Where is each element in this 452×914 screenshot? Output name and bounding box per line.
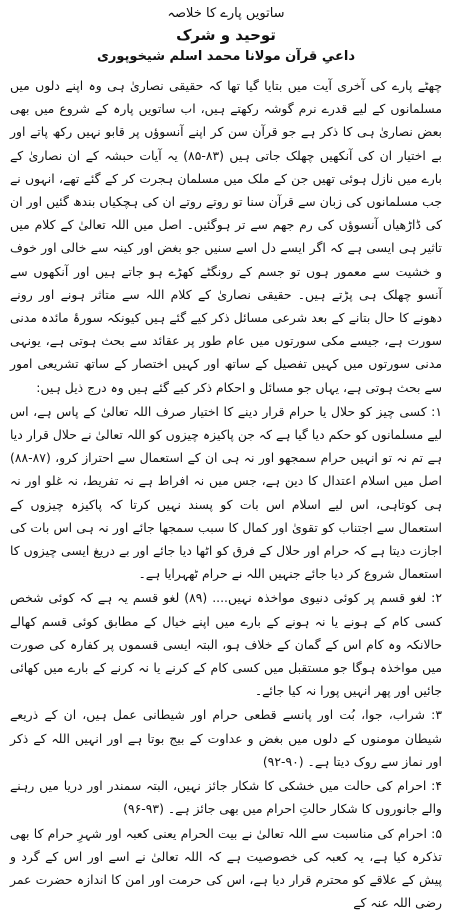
rule-2-paragraph: ۲: لغو قسم پر کوئی دنیوی مواخذہ نہیں.... (۸۹) لغو قسم یہ ہے کہ کوئی شخص کسی کام کے ہونے یا نہ ہونے کے بارے میں اپنے خیال کے مطابق کوئی قسم کھالے حالانکہ وہ کام اس کے گمان کے خلاف ہو، البتہ ایسی قسموں پر کفارہ کی صورت میں مواخذہ ہوگا جو مستقبل میں کسی کام کے کرنے یا نہ کرنے کے بارے میں کھائی جائیں اور پھر انہیں پورا نہ کیا جائے۔ [10, 586, 442, 702]
rule-5-paragraph: ۵: احرام کی مناسبت سے اللہ تعالیٰ نے بیت الحرام یعنی کعبہ اور شہرِ حرام کا بھی تذکرہ کیا ہے، یہ کعبہ کی خصوصیت ہے کہ اللہ تعالیٰ نے اسے اور اس کے گرد و پیش کے علاقے کو محترم قرار دیا ہے، اس کی حرمت اور امن کا اندازہ حضرت عمر رضی اللہ عنہ کے [10, 822, 442, 914]
rule-1-paragraph: ۱: کسی چیز کو حلال یا حرام قرار دینے کا اختیار صرف اللہ تعالیٰ کے پاس ہے، اس لیے مسلمانوں کو حکم دیا گیا ہے کہ جن پاکیزہ چیزوں کو اللہ تعالیٰ نے حلال قرار دیا ہے تم نہ تو انہیں حرام سمجھو اور نہ ہی ان کے استعمال سے احتراز کرو، (۸۷-۸۸) اصل میں اسلام اعتدال کا دین ہے، جس میں نہ افراط ہے نہ تفریط، نہ غلو اور نہ ہی کوتاہی، اس لیے اسلام اس بات کو پسند نہیں کرتا کہ پاکیزہ چیزوں کے استعمال سے اجتناب کو تقویٰ اور کمال کا سبب سمجھا جائے اور نہ ہی اس بات کی اجازت دیتا ہے کہ حرام اور حلال کے فرق کو اٹھا دیا جائے اور بے دریغ ایسی چیزوں کا استعمال شروع کر دیا جائے جنہیں اللہ نے حرام ٹھہرایا ہے۔ [10, 400, 442, 586]
rule-4-paragraph: ۴: احرام کی حالت میں خشکی کا شکار جائز نہیں، البتہ سمندر اور دریا میں رہنے والے جانوروں کا شکار حالتِ احرام میں بھی جائز ہے۔ (۹۳-۹۶) [10, 774, 442, 820]
section-title: ساتویں پارے کا خلاصہ [10, 4, 442, 24]
rule-3-paragraph: ۳: شراب، جوا، بُت اور پانسے قطعی حرام اور شیطانی عمل ہیں، ان کے ذریعے شیطان مومنوں کے دلوں میں بغض و عداوت کے بیج بوتا ہے اور انہیں اللہ کے ذکر اور نماز سے روک دیتا ہے۔ (۹۰-۹۲) [10, 703, 442, 773]
author-line: داعیِ قرآن مولانا محمد اسلم شیخوپوری [10, 46, 442, 68]
intro-paragraph: چھٹے پارے کی آخری آیت میں بتایا گیا تھا کہ حقیقی نصاریٰ ہی وہ اپنے دلوں میں مسلمانوں کے لیے قدرے نرم گوشہ رکھتے ہیں، اب ساتویں پارہ کے شروع میں بھی بعض نصاریٰ ہی کا ذکر ہے جو قرآن سن کر اپنے آنسوؤں پر قابو نہیں رکھ پاتے اور بے اختیار ان کی آنکھیں چھلک جاتی ہیں (۸۳-۸۵) یہ آیات حبشہ کے ان نصاریٰ کے بارے میں نازل ہوئی تھیں جن کے ملک میں مسلمان ہجرت کر کے گئے تھے، انہوں نے جب مسلمانوں کی زبان سے قرآن سنا تو روتے روتے ان کی ہچکیاں بندھ گئیں اور ان کی ڈاڑھیاں آنسوؤں کی رم جھم سے تر ہوگئیں۔ اصل میں اللہ تعالیٰ کے کلام میں تاثیر ہی ایسی ہے کہ اگر ایسے دل اسے سنیں جو بغض اور کینہ سے خالی اور خوف و خشیت سے معمور ہوں تو جسم کے رونگٹے کھڑے ہو جاتے ہیں اور آنکھوں سے آنسو چھلک ہی پڑتے ہیں۔ حقیقی نصاریٰ کے کلام اللہ سے متاثر ہونے اور رونے دھونے کا حال بتانے کے بعد شرعی مسائل ذکر کیے گئے ہیں کیونکہ سورۂ مائدہ مدنی سورت ہے، جیسے مکی سورتوں میں عام طور پر عقائد سے بحث ہوتی ہے، یونہی مدنی سورتوں میں کہیں تفصیل کے ساتھ اور کہیں اختصار کے ساتھ تشریعی امور سے بحث ہوتی ہے، یہاں جو مسائل و احکام ذکر کیے گئے ہیں وہ درج ذیل ہیں: [10, 74, 442, 399]
main-title: توحید و شرک [10, 24, 442, 46]
